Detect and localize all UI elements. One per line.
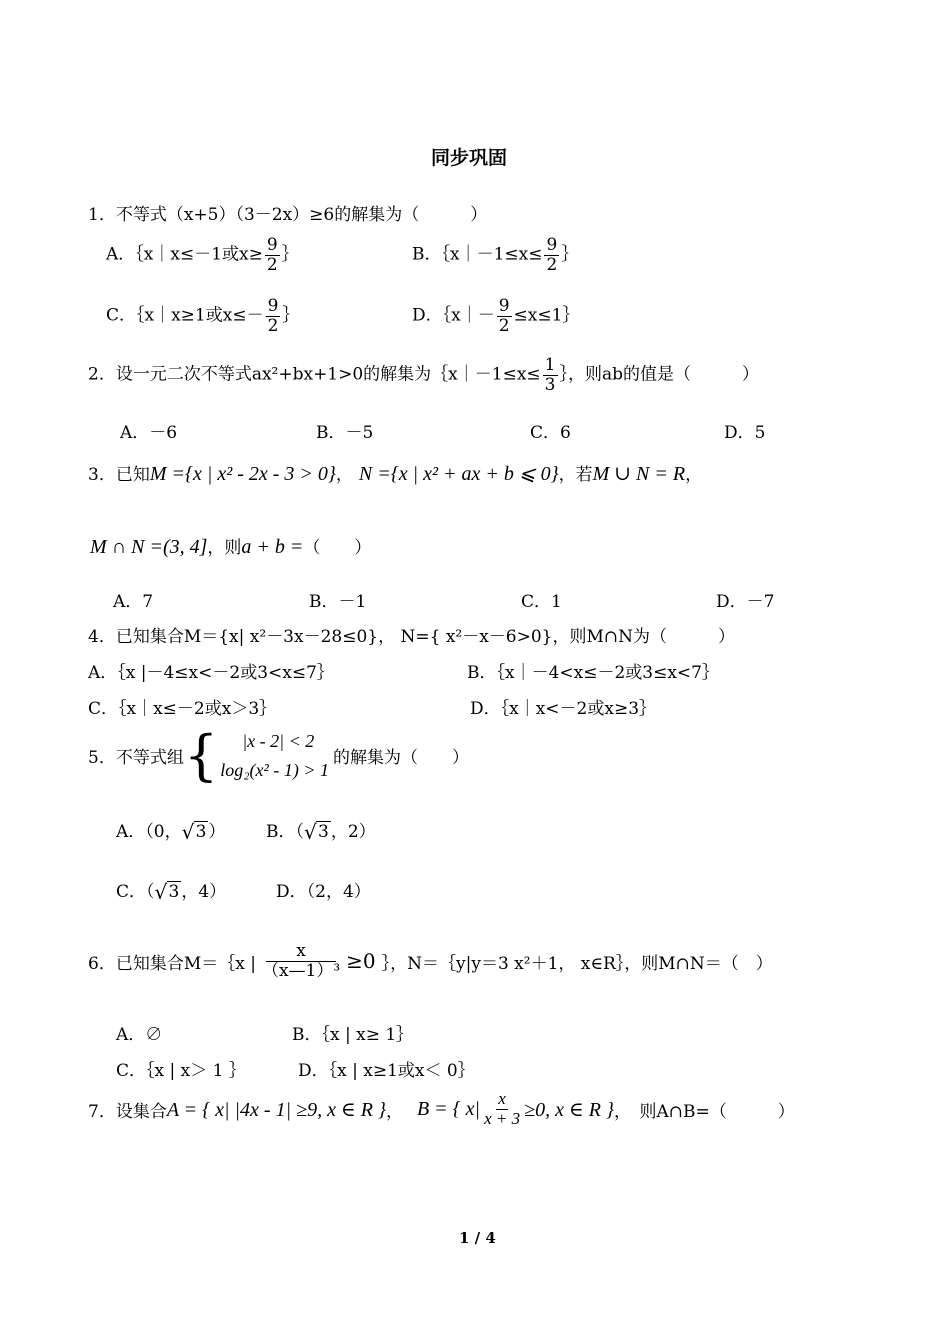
q6-option-a: A．∅ [116, 1025, 163, 1045]
numerator: 9 [546, 235, 558, 255]
q1-option-b [412, 236, 578, 274]
denominator: 2 [266, 254, 278, 275]
intersection-expression: M ∩ N =(3, 4] [90, 536, 208, 558]
q2-text-end: ｝，则ab的值是（ ） [559, 364, 760, 385]
q1-option-c [106, 297, 299, 335]
q5-b-text: B．（ [266, 822, 304, 842]
q5-option-b [266, 817, 376, 842]
q1-option-a [106, 236, 299, 274]
q1-d-end: ≤x≤1｝ [513, 305, 580, 326]
q5-b-end: ，2） [330, 822, 376, 842]
q3-ruo: ，若 [558, 465, 593, 485]
question-3-line-2 [90, 533, 371, 559]
q1-a-end: ｝ [281, 244, 299, 265]
fraction [497, 297, 512, 335]
q6-ge: ≥0 [346, 949, 376, 974]
set-a: A = { x| |4x - 1| ≥9, x ∈ R } [166, 1098, 386, 1121]
q5-text-end: 的解集为（ ） [332, 748, 469, 769]
sqrt-symbol [182, 822, 209, 842]
q7-label: 7．设集合 [88, 1101, 167, 1122]
question-6-stem [88, 942, 773, 980]
q5-option-d: D．（2，4） [276, 882, 371, 902]
numerator: 9 [267, 296, 279, 316]
fraction [260, 942, 342, 980]
radicand: 3 [168, 882, 180, 902]
q4-option-b: B．｛x｜－4<x≤－2或3≤x<7｝ [467, 663, 719, 683]
q4-option-d: D．｛x｜x<－2或x≥3｝ [470, 699, 657, 719]
denominator: 2 [546, 254, 558, 275]
q1-b-text: B．｛x｜－1≤x≤ [412, 244, 543, 265]
numerator: 9 [498, 296, 510, 316]
page-number: 1 / 4 [459, 1229, 496, 1247]
q5-label: 5．不等式组 [88, 748, 184, 769]
q1-a-text: A．｛x｜x≤－1或x≥ [106, 244, 263, 265]
q5-option-a [116, 817, 225, 842]
set-b-start: B = { x| [416, 1097, 481, 1120]
q6-option-d: D．｛x | x≥1或x＜ 0｝ [298, 1061, 475, 1081]
radicand: 3 [195, 822, 207, 842]
q1-b-end: ｝ [561, 244, 579, 265]
denominator: 2 [498, 315, 510, 336]
q5-a-text: A．（0， [116, 822, 182, 842]
q3-option-d: D．－7 [716, 592, 775, 612]
question-3-line-1 [88, 460, 702, 486]
set-m: M ={x | x² - 2x - 3 > 0} [149, 463, 336, 485]
q2-text: 2．设一元二次不等式ax²+bx+1>0的解集为｛x｜－1≤x≤ [88, 364, 541, 385]
numerator: 1 [544, 355, 556, 375]
question-5-stem [88, 723, 469, 787]
answer-paren: （ ） [303, 538, 372, 558]
q6-text: 6．已知集合M＝｛x | [88, 953, 256, 974]
q1-c-end: ｝ [282, 305, 300, 326]
fraction [543, 356, 558, 394]
numerator: x [266, 942, 336, 962]
q1-option-d [412, 297, 579, 335]
left-brace: { [183, 723, 219, 787]
q7-text-end: ， 则A∩B=（ ） [613, 1101, 795, 1122]
q2-option-b: B．－5 [316, 423, 374, 443]
system-row-1: |x - 2| < 2 [242, 731, 315, 751]
radicand: 3 [318, 822, 329, 842]
denominator: （x—1）³ [261, 960, 341, 981]
fraction [482, 1090, 522, 1128]
q6-text-end: ｝，N＝｛y|y＝3 x²＋1， x∈R｝，则M∩N＝（ ） [381, 953, 773, 974]
q4-option-a: A．｛x |－4≤x<－2或3<x≤7｝ [88, 663, 334, 683]
q3-label: 3．已知 [88, 465, 150, 485]
fraction [544, 236, 559, 274]
q5-c-end: ，4） [181, 882, 227, 902]
q1-d-text: D．｛x｜－ [412, 305, 495, 326]
fraction [266, 297, 281, 335]
q2-option-c: C．6 [530, 423, 571, 443]
question-2-stem [88, 356, 759, 394]
numerator: x [498, 1089, 506, 1108]
q2-option-a: A．－6 [120, 423, 178, 443]
denominator: 3 [544, 374, 556, 395]
set-n: N ={x | x² + ax + b ⩽ 0} [358, 463, 559, 485]
system-row-2: log₂(x² - 1) > 1 [220, 759, 329, 780]
q6-option-c: C．｛x | x＞ 1 ｝ [116, 1061, 246, 1081]
q5-c-text: C．（ [116, 882, 155, 902]
q3-option-b: B．－1 [309, 592, 367, 612]
sqrt-symbol [304, 822, 331, 842]
inequality-system [220, 727, 329, 785]
question-4-stem: 4．已知集合M＝{x| x²－3x－28≤0}， N={ x²－x－6>0}，则M∩N为（ ） [88, 627, 736, 647]
q3-option-c: C．1 [521, 592, 562, 612]
separator: ， [385, 1101, 403, 1122]
q3-ze: ，则 [207, 538, 242, 558]
page-title: 同步巩固 [431, 147, 508, 169]
sqrt-symbol [155, 882, 182, 902]
set-b-end: ≥0, x ∈ R } [524, 1098, 614, 1121]
q3-option-a: A．7 [113, 592, 154, 612]
q5-option-c [116, 877, 226, 902]
q4-option-c: C．｛x｜x≤－2或x＞3｝ [88, 699, 277, 719]
q2-option-d: D．5 [724, 423, 766, 443]
sum-expression: a + b = [241, 536, 304, 558]
numerator: 9 [266, 235, 278, 255]
union-expression: M ∪ N = R [592, 463, 686, 485]
comma: ， [685, 465, 703, 485]
question-1-stem: 1．不等式（x+5）（3－2x）≥6的解集为（ ） [88, 205, 488, 225]
fraction [265, 236, 280, 274]
denominator: 2 [267, 315, 279, 336]
question-7-stem [88, 1090, 795, 1128]
comma: ， [335, 465, 353, 485]
q5-a-end: ） [208, 822, 226, 842]
denominator: x + 3 [484, 1108, 521, 1128]
q1-c-text: C．｛x｜x≥1或x≤－ [106, 305, 264, 326]
q6-option-b: B．｛x | x≥ 1｝ [292, 1025, 414, 1045]
